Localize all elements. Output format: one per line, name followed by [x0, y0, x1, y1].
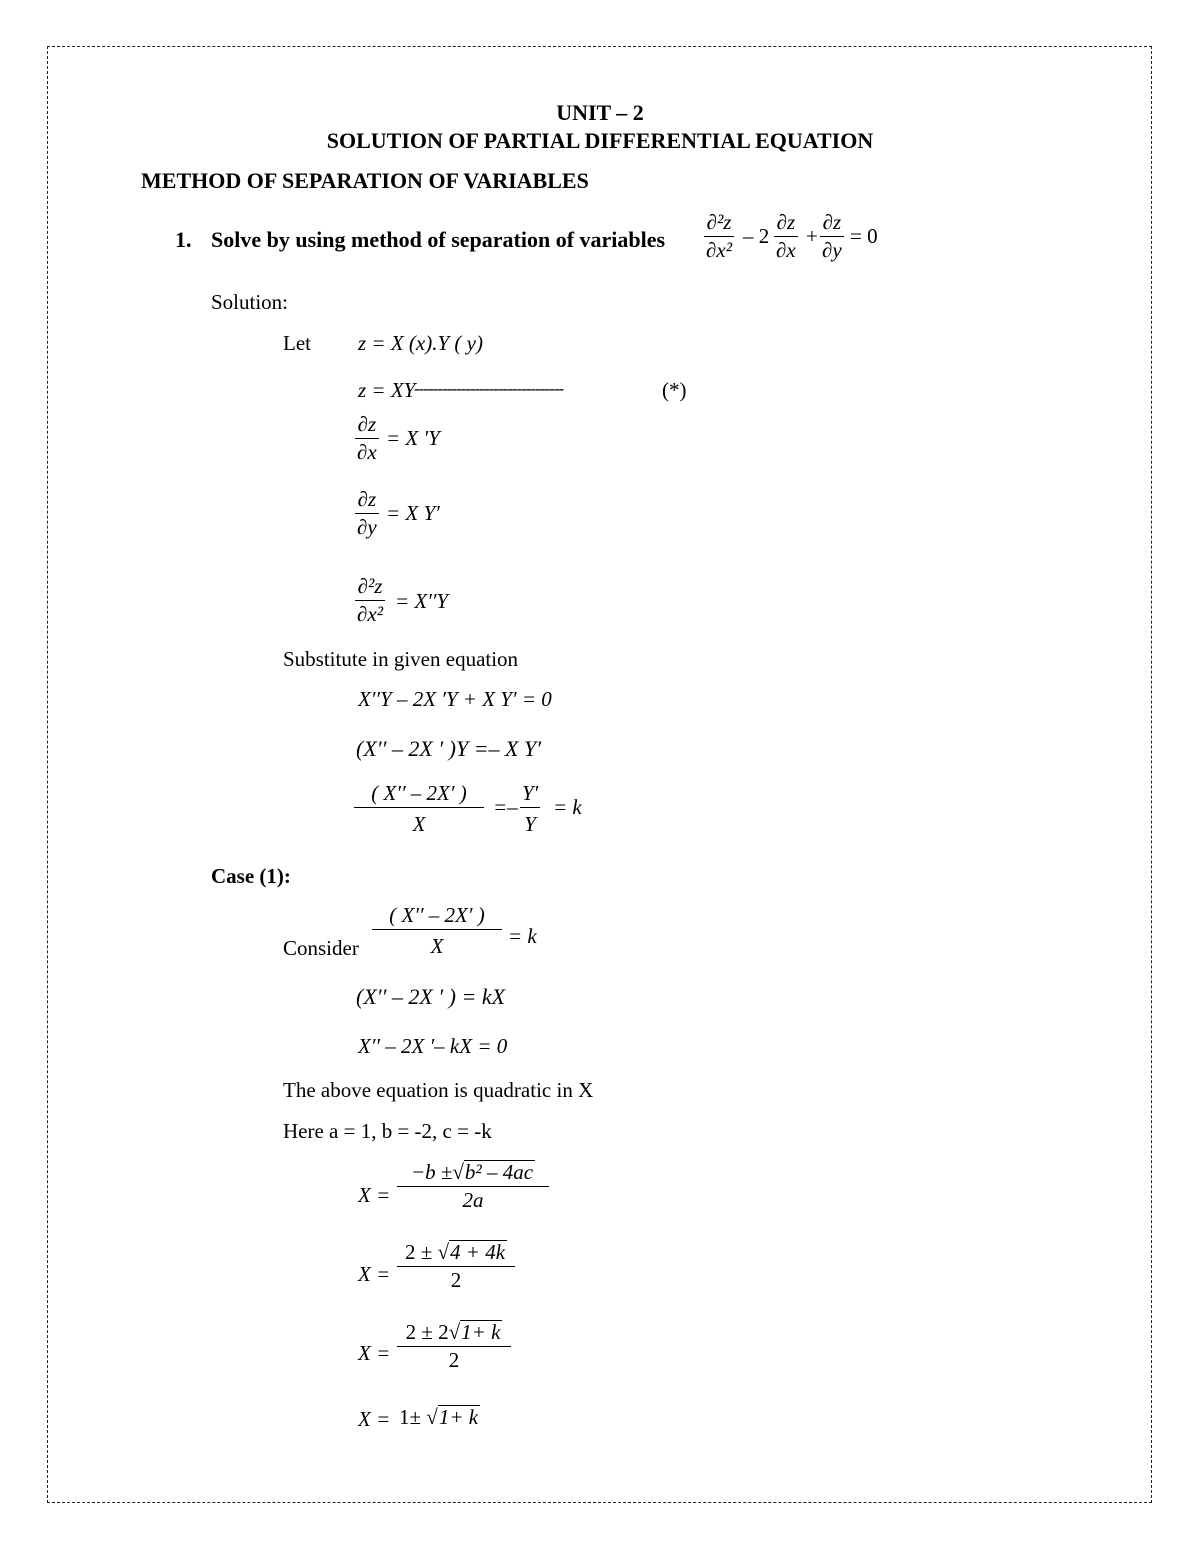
solution-label: Solution:: [211, 290, 289, 314]
page-title: SOLUTION OF PARTIAL DIFFERENTIAL EQUATION: [326, 128, 874, 153]
fraction-dzdy: ∂z ∂y: [357, 487, 377, 539]
case-equation-1: (X′′ – 2X ′ ) = kX: [356, 984, 506, 1009]
fraction-d2zdx2: ∂²z ∂x²: [357, 574, 383, 626]
question-minus-two: – 2: [743, 224, 770, 248]
coefficients-text: Here a = 1, b = -2, c = -k: [283, 1119, 492, 1143]
question-text: Solve by using method of separation of variables: [211, 227, 666, 252]
equation-z-xy: z = XY: [358, 378, 416, 402]
quadratic-lhs-2: X =: [358, 1262, 391, 1286]
quadratic-lhs-3: X =: [358, 1341, 391, 1365]
fraction-separated-x: ( X′′ – 2X′ ) X: [354, 783, 484, 835]
question-fraction-dzdy: ∂z ∂y: [822, 210, 842, 262]
fraction-dzdx: ∂z ∂x: [357, 412, 377, 464]
fraction-consider: ( X′′ – 2X′ ) X: [372, 905, 502, 957]
let-equation: z = X (x).Y ( y): [358, 331, 483, 355]
question-plus: +: [806, 224, 818, 248]
consider-equals-k: = k: [508, 924, 537, 948]
quadratic-lhs-4: X =: [358, 1407, 391, 1431]
final-root: 1± √1+ k: [399, 1405, 479, 1429]
fraction-separated-y: Y′ Y: [522, 781, 539, 836]
d2z-rhs: = X′′Y: [395, 589, 449, 613]
case-equation-2: X′′ – 2X ′– kX = 0: [358, 1034, 508, 1058]
equation-dashes: --------------------------------: [414, 379, 564, 398]
equation-tag: (*): [662, 378, 687, 402]
dzdx-rhs: = X ′Y: [386, 426, 440, 450]
case-1-heading: Case (1):: [211, 864, 291, 888]
page-border: [47, 46, 1152, 1503]
section-heading: METHOD OF SEPARATION OF VARIABLES: [141, 168, 589, 193]
question-equals-zero: = 0: [850, 224, 878, 248]
separated-equals-k: = k: [553, 795, 582, 819]
substituted-equation-1: X′′Y – 2X ′Y + X Y′ = 0: [358, 687, 552, 711]
question-fraction-dzdx: ∂z ∂x: [776, 210, 796, 262]
substitute-text: Substitute in given equation: [283, 647, 519, 671]
quadratic-lhs-1: X =: [358, 1183, 391, 1207]
fraction-quadratic-2: 2 ± √4 + 4k 2: [397, 1240, 515, 1291]
separated-equals-minus: =–: [493, 795, 518, 819]
question-number: 1.: [175, 227, 192, 252]
let-label: Let: [283, 331, 311, 355]
substituted-equation-2: (X′′ – 2X ′ )Y =– X Y′: [356, 736, 542, 761]
fraction-quadratic-3: 2 ± 2√1+ k 2: [397, 1320, 511, 1371]
unit-heading: UNIT – 2: [556, 100, 644, 125]
quadratic-text: The above equation is quadratic in X: [283, 1078, 594, 1102]
dzdy-rhs: = X Y′: [386, 501, 440, 525]
question-fraction-d2z: ∂²z ∂x²: [706, 210, 732, 262]
fraction-quadratic-formula: −b ±√b² – 4ac 2a: [397, 1160, 549, 1211]
consider-label: Consider: [283, 936, 359, 960]
